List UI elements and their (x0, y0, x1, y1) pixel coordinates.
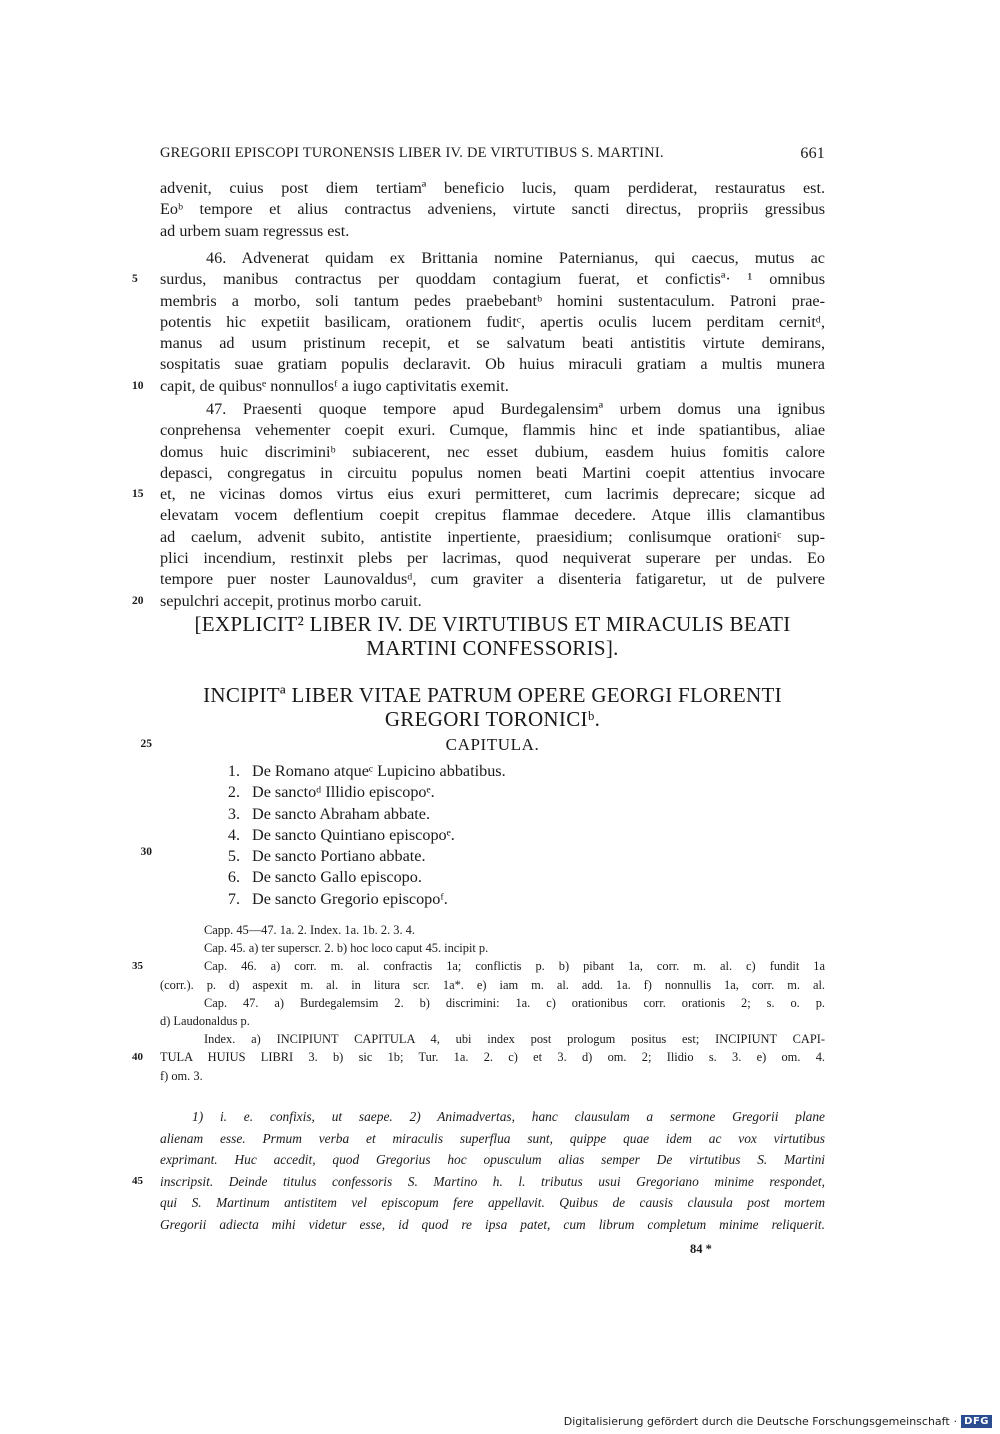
paragraph-chapter-46 (132, 248, 825, 397)
line-number-30: 30 (140, 846, 152, 858)
line-text: elevatam vocem deflentium coepit crepitus flammae decedere. Atque illis clamantibus (160, 506, 825, 525)
chapter-number: 1. (227, 762, 240, 780)
line-text: Gregorii adiecta mihi videtur esse, id quod re ipsa patet, cum librum completum minime reliquerit. (160, 1216, 825, 1232)
text-line (160, 1128, 825, 1150)
text-line (160, 248, 825, 269)
text-line (160, 1149, 825, 1171)
capitula-title: CAPITULA. (445, 735, 540, 754)
explicit-heading (160, 612, 825, 660)
chapter-title: De Romano atqueᶜ Lupicino abbatibus. (252, 762, 506, 780)
chapter-number: 5. (227, 847, 240, 866)
line-text: 46. Advenerat quidam ex Brittania nomine Paternianus, qui caecus, mutus ac (206, 249, 825, 267)
text-line (160, 1030, 825, 1048)
line-number: 40 (132, 1051, 143, 1064)
text-line (132, 376, 825, 397)
line-text: (corr.). p. d) aspexit m. al. in litura scr. 1a*. e) iam m. al. add. 1a. f) nonnullis 1a, corr. m. al. (160, 977, 825, 992)
text-line (160, 312, 825, 333)
line-text: plici incendium, restinxit plebs per lacrimas, quod nequiverat superare per undas. Eo (160, 549, 825, 568)
text-line (160, 1012, 825, 1030)
chapter-title: De sancto Portiano abbate. (252, 847, 426, 866)
incipit-heading (160, 683, 825, 731)
line-text: membris a morbo, soli tantum pedes praebebantᵇ homini sustentaculum. Patroni prae- (160, 291, 825, 310)
text-line (160, 1214, 825, 1236)
line-text: f) om. 3. (160, 1068, 203, 1083)
footer-separator: · (953, 1415, 958, 1428)
chapter-item (212, 825, 662, 846)
line-text: sospitatis suae gratiam populis declaravit. Ob huius miraculi gratiam a multis munera (160, 355, 825, 374)
line-text: et, ne vicinas domos virtus eius exuri permitteret, cum lacrimis deprecare; sicque ad (160, 485, 825, 504)
digitization-footer (564, 1415, 992, 1428)
text-line (160, 921, 825, 939)
text-line (160, 548, 825, 569)
line-text: exprimant. Huc accedit, quod Gregorius hoc opusculum alias semper De virtutibus S. Martini (160, 1152, 825, 1167)
page-number: 661 (800, 145, 825, 162)
text-line (160, 178, 825, 199)
line-text: TULA HUIUS LIBRI 3. b) sic 1b; Tur. 1a. 2. c) et 3. d) om. 2; Ilidio s. 3. e) om. 4. (160, 1050, 825, 1065)
critical-apparatus (132, 921, 825, 1085)
chapter-item (212, 889, 662, 910)
line-text: Cap. 47. a) Burdegalemsim 2. b) discrimini: 1a. c) orationibus corr. orationis 2; s. o. p. (204, 995, 825, 1010)
line-text: advenit, cuius post diem tertiamª beneficio lucis, quam perdiderat, restauratus est. (160, 179, 825, 197)
line-text: ad urbem suam regressus est. (160, 221, 350, 240)
text-line (160, 291, 825, 312)
chapter-number: 3. (227, 804, 240, 823)
line-text: capit, de quibusᵉ nonnullosᶠ a iugo captivitatis exemit. (160, 376, 509, 395)
text-line (160, 569, 825, 590)
line-text: Capp. 45—47. 1a. 2. Index. 1a. 1b. 2. 3. 4. (204, 923, 415, 937)
text-line (160, 442, 825, 463)
explicit-line-1: [EXPLICIT² LIBER IV. DE VIRTUTIBUS ET MIRACULIS BEATI (194, 612, 791, 636)
line-text: surdus, manibus contractus per quoddam contagium fuerat, et confictisª· ¹ omnibus (160, 270, 825, 289)
line-text: 1) i. e. confixis, ut saepe. 2) Animadvertas, hanc clausulam a sermone Gregorii plane (192, 1109, 825, 1124)
line-number-25: 25 (140, 738, 152, 750)
line-number: 35 (132, 960, 143, 973)
text-line (160, 199, 825, 220)
line-number: 5 (132, 273, 138, 286)
line-text: sepulchri accepit, protinus morbo caruit. (160, 591, 422, 610)
text-line (160, 399, 825, 420)
signature-mark: 84 * (690, 1242, 712, 1256)
line-text: depasci, congregatus in circuitu populus nomen beati Martini coepit attentius invocare (160, 463, 825, 482)
chapter-number: 7. (227, 889, 240, 908)
chapter-number: 2. (227, 783, 240, 802)
text-line (160, 939, 825, 957)
line-text: conprehensa vehementer coepit exuri. Cumque, flammis hinc et inde spatiantibus, aliae (160, 421, 825, 440)
chapter-item (212, 782, 662, 803)
text-line (160, 976, 825, 994)
dfg-logo: DFG (961, 1415, 992, 1428)
running-head-title: GREGORII EPISCOPI TURONENSIS LIBER IV. DE VIRTUTIBUS S. MARTINI. (160, 145, 664, 161)
line-text: qui S. Martinum antistitem vel episcopum fere appellavit. Quibus de causis clausula post mortem (160, 1195, 825, 1210)
text-line (132, 269, 825, 290)
line-text: d) Laudonaldus p. (160, 1013, 250, 1028)
line-text: ad caelum, advenit subito, antistite inpertiente, praesidium; conlisumque orationiᶜ sup- (160, 527, 825, 546)
text-line (160, 505, 825, 526)
line-text: manus ad usum pristinum recepit, et se salvatum beati antistitis virtute demirans, (160, 334, 825, 353)
chapter-title: De sancto Abraham abbate. (252, 804, 430, 823)
paragraph-chapter-47 (132, 399, 825, 612)
text-line (160, 354, 825, 375)
chapter-item (212, 761, 662, 782)
text-line (132, 1171, 825, 1193)
text-line (160, 1067, 825, 1085)
line-text: domus huic discriminiᵇ subiacerent, nec esset dubium, easdem huius fomitis calore (160, 442, 825, 461)
text-line (160, 994, 825, 1012)
text-line (160, 1106, 825, 1128)
chapter-title: De sancto Quintiano episcopoᵉ. (252, 825, 455, 844)
paragraph-continuation (160, 178, 825, 242)
text-line (132, 1048, 825, 1066)
line-text: potentis hic expetiit basilicam, orationem fuditᶜ, apertis oculis lucem perditam cernitᵈ, (160, 312, 825, 331)
line-text: Cap. 46. a) corr. m. al. confractis 1a; conflictis p. b) pibant 1a, corr. m. al. c) fundit 1a (204, 959, 825, 974)
text-line (132, 484, 825, 505)
running-head (160, 145, 825, 163)
text-line (160, 463, 825, 484)
chapter-list (212, 761, 662, 910)
line-text: Eoᵇ tempore et alius contractus adveniens, virtute sancti directus, propriis gressibus (160, 200, 825, 219)
chapter-item (212, 867, 662, 888)
text-line (160, 333, 825, 354)
chapter-title: De sancto Gregorio episcopoᶠ. (252, 889, 448, 908)
line-number: 10 (132, 379, 144, 392)
line-text: 47. Praesenti quoque tempore apud Burdegalensimª urbem domus una ignibus (206, 400, 825, 418)
text-line (132, 957, 825, 975)
line-text: inscripsit. Deinde titulus confessoris S. Martino h. l. tributus usui Gregoriano minime respondet, (160, 1173, 825, 1189)
line-number: 45 (132, 1174, 143, 1187)
text-line (160, 1192, 825, 1214)
chapter-number: 4. (227, 825, 240, 844)
text-line (160, 527, 825, 548)
chapter-number: 6. (227, 868, 240, 887)
chapter-title: De sanctoᵈ Illidio episcopoᵉ. (252, 783, 435, 802)
line-number: 20 (132, 594, 144, 607)
explicit-line-2: MARTINI CONFESSORIS]. (366, 636, 619, 660)
footer-text: Digitalisierung gefördert durch die Deutsche Forschungsgemeinschaft (563, 1415, 950, 1428)
line-text: Cap. 45. a) ter superscr. 2. b) hoc loco caput 45. incipit p. (204, 941, 489, 956)
incipit-line-1: INCIPITª LIBER VITAE PATRUM OPERE GEORGI FLORENTI (203, 683, 782, 707)
incipit-line-2: GREGORI TORONICIᵇ. (384, 707, 601, 731)
chapter-item (212, 804, 662, 825)
chapter-item (212, 846, 662, 867)
line-text: alienam esse. Prmum verba et miraculis superflua sunt, quippe quae idem ac vox virtutibus (160, 1130, 825, 1146)
line-text: Index. a) INCIPIUNT CAPITULA 4, ubi index post prologum positus est; INCIPIUNT CAPI- (204, 1032, 825, 1047)
text-line (160, 420, 825, 441)
chapter-title: De sancto Gallo episcopo. (252, 868, 422, 887)
line-text: tempore puer noster Launovaldusᵈ, cum graviter a disenteria fatigaretur, ut de pulvere (160, 570, 825, 589)
text-line (132, 591, 825, 612)
text-line (160, 221, 825, 242)
footnotes (132, 1106, 825, 1235)
line-number: 15 (132, 488, 144, 501)
